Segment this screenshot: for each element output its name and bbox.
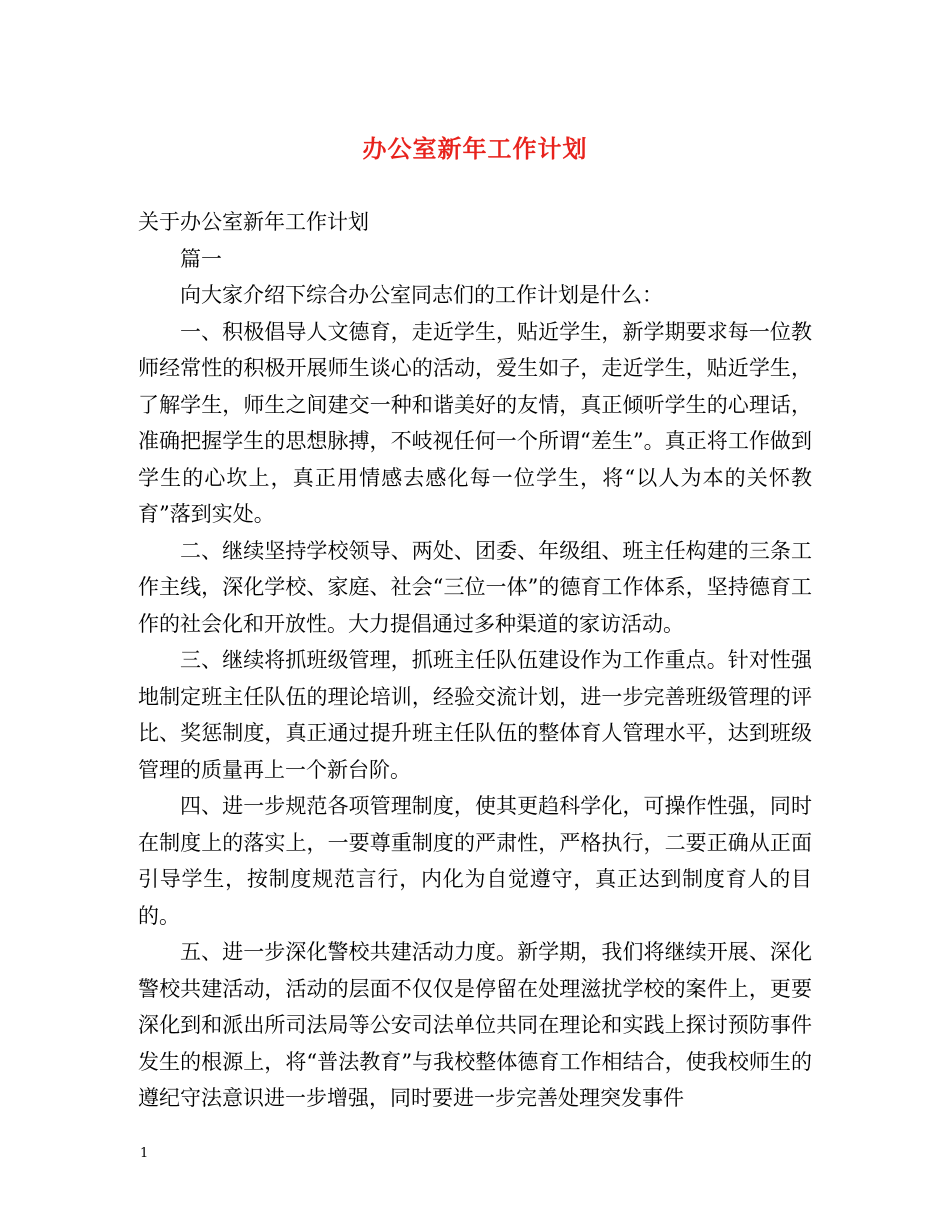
document-subtitle: 关于办公室新年工作计划 [138,210,369,234]
paragraph-item-3: 三、继续将抓班级管理，抓班主任队伍建设作为工作重点。针对性强地制定班主任队伍的理论培训，经验交流计划，进一步完善班级管理的评比、奖惩制度，真正通过提升班主任队伍的整体育人管理水平，达到班级管理的质量再上一个新台阶。 [138,648,812,782]
paragraph-item-4: 四、进一步规范各项管理制度，使其更趋科学化，可操作性强，同时在制度上的落实上，一要尊重制度的严肃性，严格执行，二要正确从正面引导学生，按制度规范言行，内化为自觉遵守，真正达到制度育人的目的。 [138,794,812,928]
paragraph-section-label: 篇一 [180,246,222,271]
paragraph-item-1: 一、积极倡导人文德育，走近学生，贴近学生，新学期要求每一位教师经常性的积极开展师生谈心的活动，爱生如子，走近学生，贴近学生，了解学生，师生之间建交一种和谐美好的友情，真正倾听学生的心理话，准确把握学生的思想脉搏，不岐视任何一个所谓“差生”。真正将工作做到学生的心坎上，真正用情感去感化每一位学生，将“以人为本的关怀教育”落到实处。 [138,319,812,526]
paragraph-item-2: 二、继续坚持学校领导、两处、团委、年级组、班主任构建的三条工作主线，深化学校、家庭、社会“三位一体”的德育工作体系，坚持德育工作的社会化和开放性。大力提倡通过多种渠道的家访活动。 [138,538,812,636]
paragraph-item-5: 五、进一步深化警校共建活动力度。新学期，我们将继续开展、深化警校共建活动，活动的层面不仅仅是停留在处理滋扰学校的案件上，更要深化到和派出所司法局等公安司法单位共同在理论和实践上探讨预防事件发生的根源上，将“普法教育”与我校整体德育工作相结合，使我校师生的遵纪守法意识进一步增强，同时要进一步完善处理突发事件 [138,940,812,1110]
document-body [138,204,812,1117]
paragraph-intro: 向大家介绍下综合办公室同志们的工作计划是什么： [180,283,663,307]
page-number: 1 [140,1146,149,1161]
document-title: 办公室新年工作计划 [362,134,588,163]
